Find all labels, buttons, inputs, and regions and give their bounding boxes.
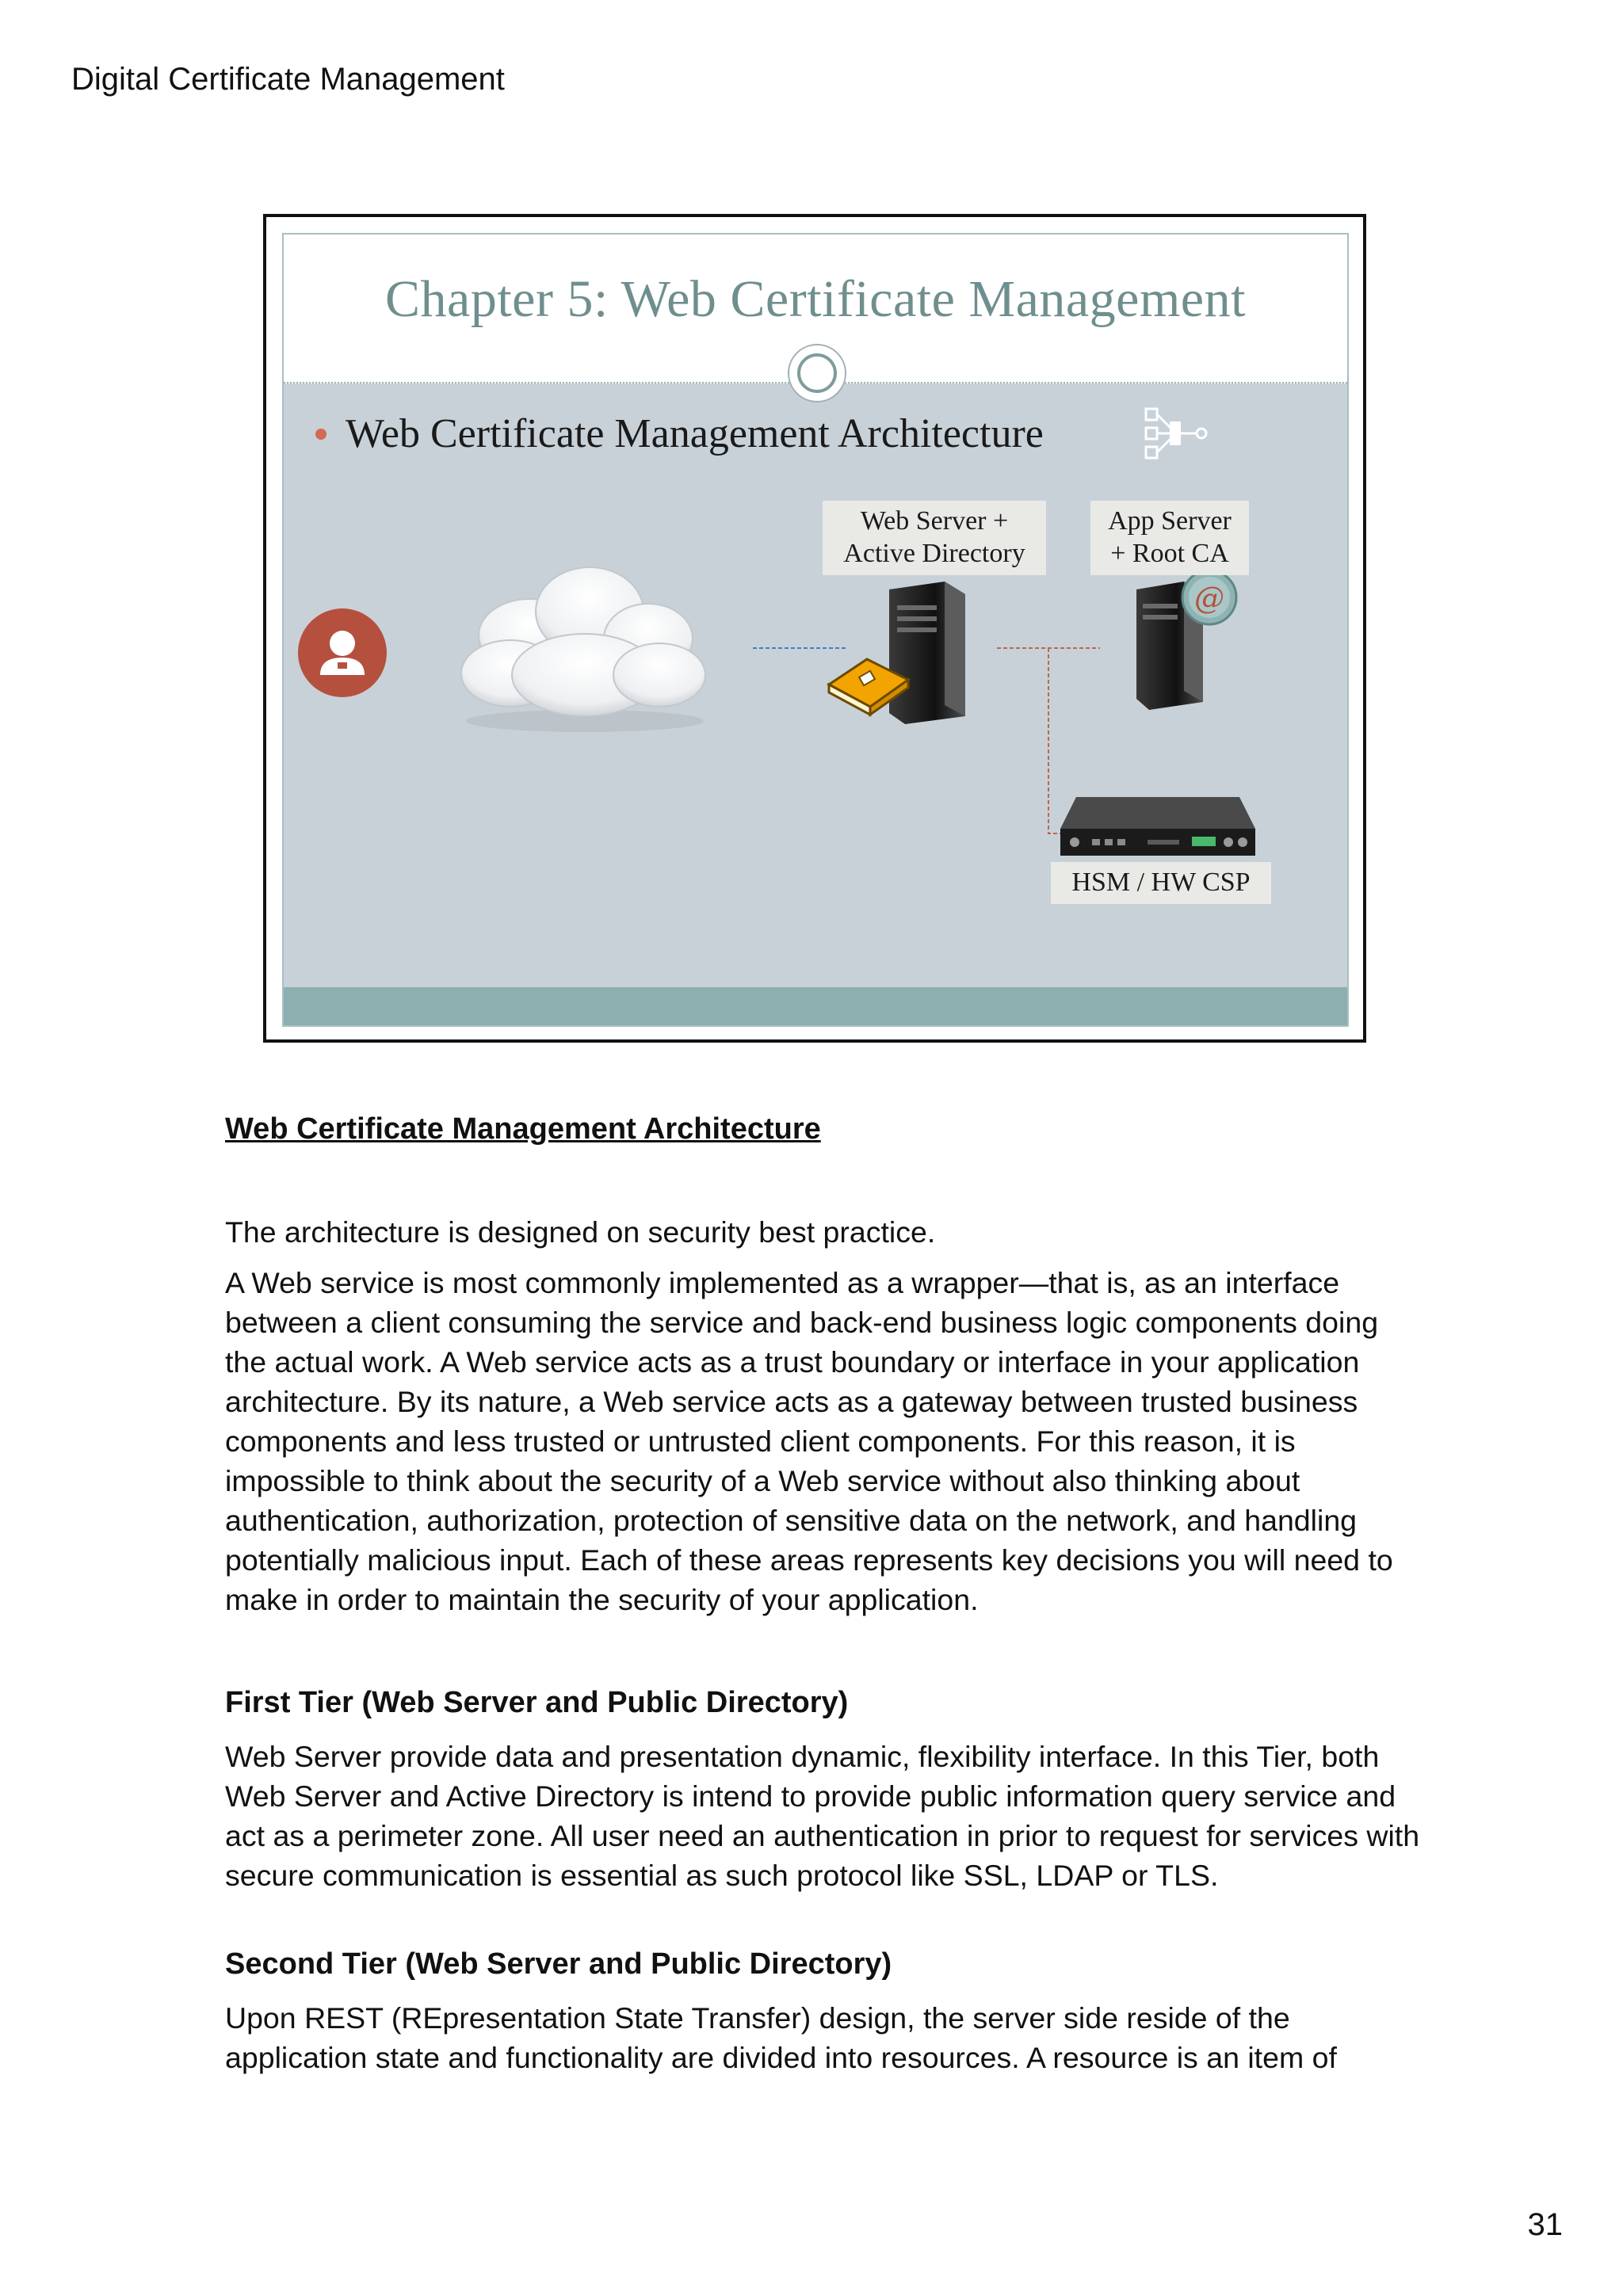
slide-footer-band	[284, 987, 1347, 1025]
first-tier-heading: First Tier (Web Server and Public Directory)	[225, 1686, 849, 1719]
first-tier-paragraph	[225, 1737, 1422, 1895]
first-tier-text: Web Server provide data and presentation dynamic, flexibility interface. In this Tier, both Web Server and Active Directory is intend to provide public information query service and act as a perimeter zone. All user need an authentication in prior to request for services with secure communication is essential as such protocol like SSL, LDAP or TLS.	[225, 1740, 1420, 1892]
app-server-label	[1090, 501, 1249, 575]
at-sign-badge-icon	[1182, 570, 1236, 624]
user-icon	[296, 607, 388, 699]
second-tier-heading: Second Tier (Web Server and Public Directory)	[225, 1947, 892, 1981]
second-tier-text: Upon REST (REpresentation State Transfer) design, the server side reside of the application state and functionality are divided into resources. A resource is an item of	[225, 2001, 1337, 2074]
web-server-label	[823, 501, 1046, 575]
intro-paragraph	[225, 1212, 1422, 1252]
slide-title: Chapter 5: Web Certificate Management	[385, 270, 1246, 328]
section-heading: Web Certificate Management Architecture	[225, 1112, 821, 1146]
web-server-icon	[826, 582, 992, 724]
slide-bullet-text: Web Certificate Management Architecture	[346, 411, 1044, 456]
cloud-icon	[450, 556, 720, 738]
hsm-label: HSM / HW CSP	[1051, 862, 1271, 904]
web-service-text: A Web service is most commonly implemented as a wrapper—that is, as an interface between a client consuming the service and back-end business logic components doing the actual work. A Web service acts as a trust boundary or interface in your application architecture. By its nature, a Web service acts as a gateway between trusted business components and less trusted or untrusted client components. For this reason, it is impossible to think about the security of a Web service without also thinking about authentication, authorization, protection of sensitive data on the network, and handling potentially malicious input. Each of these areas represents key decisions you will need to make in order to maintain the security of your application.	[225, 1266, 1393, 1616]
app-server-label-line2: + Root CA	[1110, 538, 1229, 568]
slide	[282, 233, 1349, 1027]
web-server-label-line2: Active Directory	[843, 538, 1025, 568]
app-server-label-line1: App Server	[1108, 506, 1232, 536]
running-header: Digital Certificate Management	[71, 62, 505, 97]
second-tier-paragraph	[225, 1998, 1422, 2077]
page-number: 31	[1527, 2207, 1563, 2242]
web-service-paragraph	[225, 1263, 1422, 1619]
svg-text:@: @	[1194, 581, 1224, 616]
app-server-icon	[1121, 569, 1239, 711]
intro-text: The architecture is designed on security best practice.	[225, 1215, 936, 1249]
web-server-label-line1: Web Server +	[860, 506, 1009, 536]
hsm-appliance-icon	[1052, 794, 1266, 865]
slide-frame	[263, 214, 1366, 1043]
